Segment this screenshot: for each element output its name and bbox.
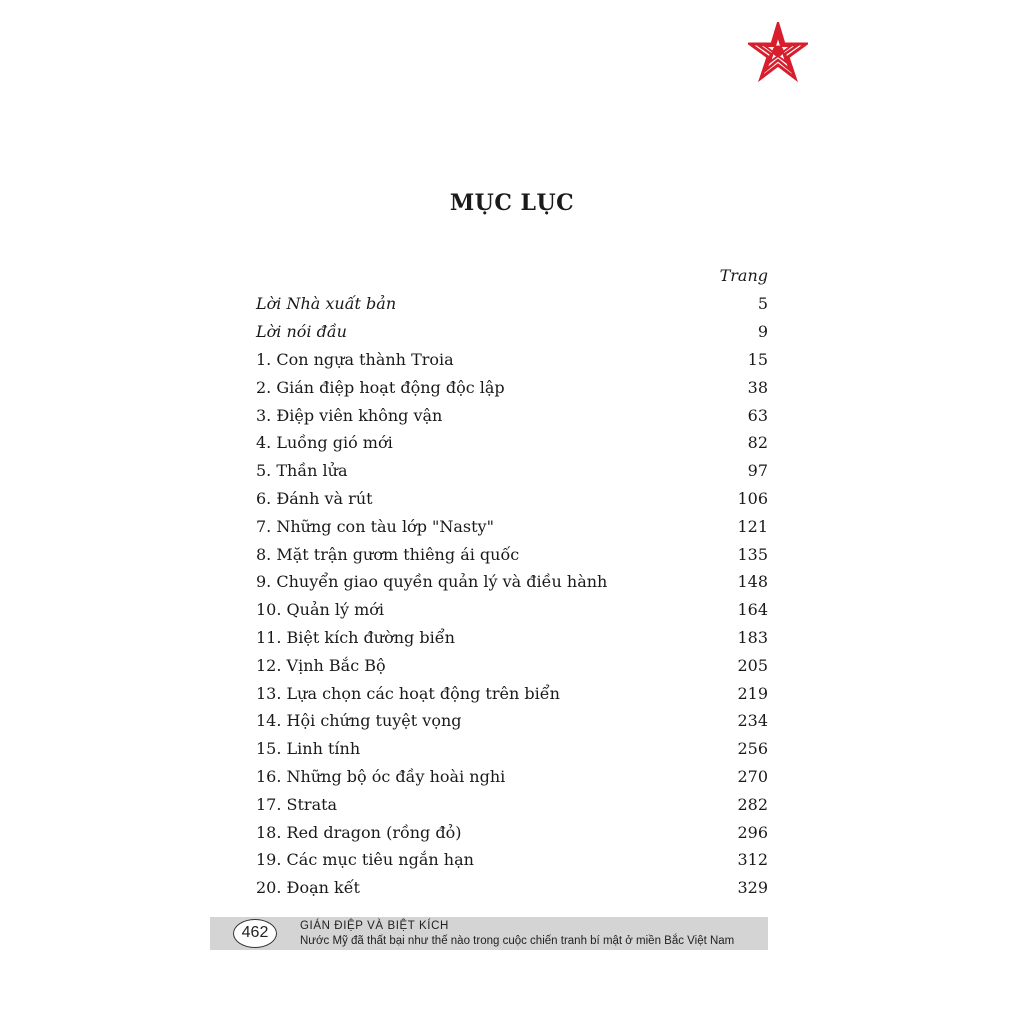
toc-entry (256, 707, 768, 735)
toc-entry (256, 401, 768, 429)
toc-entry-page: 148 (737, 572, 768, 592)
toc-entry (256, 651, 768, 679)
toc-entry (256, 596, 768, 624)
toc-entry-title: 10. Quản lý mới (256, 600, 385, 620)
toc-entry (256, 429, 768, 457)
toc-entry-page: 63 (747, 405, 768, 425)
toc-entry-page: 183 (737, 627, 768, 647)
toc-entry (256, 512, 768, 540)
toc-entry-title: 20. Đoạn kết (256, 878, 360, 898)
toc-entry (256, 318, 768, 346)
toc-entry (256, 846, 768, 874)
toc-entry (256, 790, 768, 818)
toc-entry (256, 763, 768, 791)
toc-entry (256, 373, 768, 401)
star-logo-icon (748, 22, 808, 82)
page-title: MỤC LỤC (449, 190, 575, 216)
toc-entry-page: 256 (737, 739, 768, 759)
toc-entry-title: 9. Chuyển giao quyền quản lý và điều hành (256, 572, 608, 592)
toc-entry-page: 205 (737, 655, 768, 675)
toc-entry (256, 540, 768, 568)
toc-entry-page: 135 (737, 544, 768, 564)
toc-entry-title: 1. Con ngựa thành Troia (256, 349, 454, 369)
toc-entry-title: 7. Những con tàu lớp "Nasty" (256, 516, 494, 536)
toc-entry-page: 15 (747, 349, 768, 369)
toc-entry (256, 818, 768, 846)
page-number: 462 (233, 919, 277, 948)
toc-entry-page: 234 (737, 711, 768, 731)
toc-entry-title: 8. Mặt trận gươm thiêng ái quốc (256, 544, 520, 564)
toc-entry-title: 19. Các mục tiêu ngắn hạn (256, 850, 474, 870)
toc-entry-page: 121 (737, 516, 768, 536)
toc-entry (256, 346, 768, 374)
toc-entry-title: 13. Lựa chọn các hoạt động trên biển (256, 683, 560, 703)
toc-entry-page: 5 (757, 294, 768, 314)
toc-entry-title: Lời Nhà xuất bản (256, 294, 397, 314)
toc-entry-page: 270 (737, 766, 768, 786)
toc-entry-title: 18. Red dragon (rồng đỏ) (256, 822, 462, 842)
toc-entry-title: 11. Biệt kích đường biển (256, 627, 455, 647)
table-of-contents (256, 262, 768, 902)
toc-entry-page: 312 (737, 850, 768, 870)
toc-entry (256, 568, 768, 596)
toc-entry-page: 282 (737, 794, 768, 814)
toc-entry-page: 38 (747, 377, 768, 397)
toc-entry (256, 679, 768, 707)
footer-subtitle: Nước Mỹ đã thất bại như thế nào trong cuộc chiến tranh bí mật ở miền Bắc Việt Nam (300, 934, 735, 947)
toc-entry-title: 15. Linh tính (256, 739, 361, 759)
toc-entry-page: 164 (737, 600, 768, 620)
toc-entry-title: 17. Strata (256, 794, 338, 814)
toc-entry-page: 82 (747, 433, 768, 453)
toc-entry-title: 16. Những bộ óc đầy hoài nghi (256, 766, 506, 786)
toc-entry-title: Lời nói đầu (256, 322, 347, 342)
toc-entry-title: 6. Đánh và rút (256, 488, 373, 508)
toc-entry-title: 4. Luồng gió mới (256, 433, 393, 453)
toc-entry-page: 97 (747, 461, 768, 481)
toc-entry-page: 296 (737, 822, 768, 842)
toc-entry (256, 457, 768, 485)
toc-entry (256, 735, 768, 763)
toc-entry-page: 106 (737, 488, 768, 508)
toc-entry-title: 5. Thần lửa (256, 461, 348, 481)
toc-entry-page: 9 (757, 322, 768, 342)
page-footer (210, 917, 768, 950)
toc-entry-page: 329 (737, 878, 768, 898)
toc-entry (256, 485, 768, 513)
toc-entry (256, 874, 768, 902)
footer-book-title: GIÁN ĐIỆP VÀ BIỆT KÍCH (300, 920, 449, 932)
toc-entry-title: 14. Hội chứng tuyệt vọng (256, 711, 462, 731)
toc-entry-title: 2. Gián điệp hoạt động độc lập (256, 377, 505, 397)
toc-entry-page: 219 (737, 683, 768, 703)
toc-entry-title: 3. Điệp viên không vận (256, 405, 443, 425)
toc-entry-title: 12. Vịnh Bắc Bộ (256, 655, 386, 675)
page-column-label: Trang (719, 266, 768, 285)
toc-entry (256, 624, 768, 652)
toc-entry (256, 290, 768, 318)
